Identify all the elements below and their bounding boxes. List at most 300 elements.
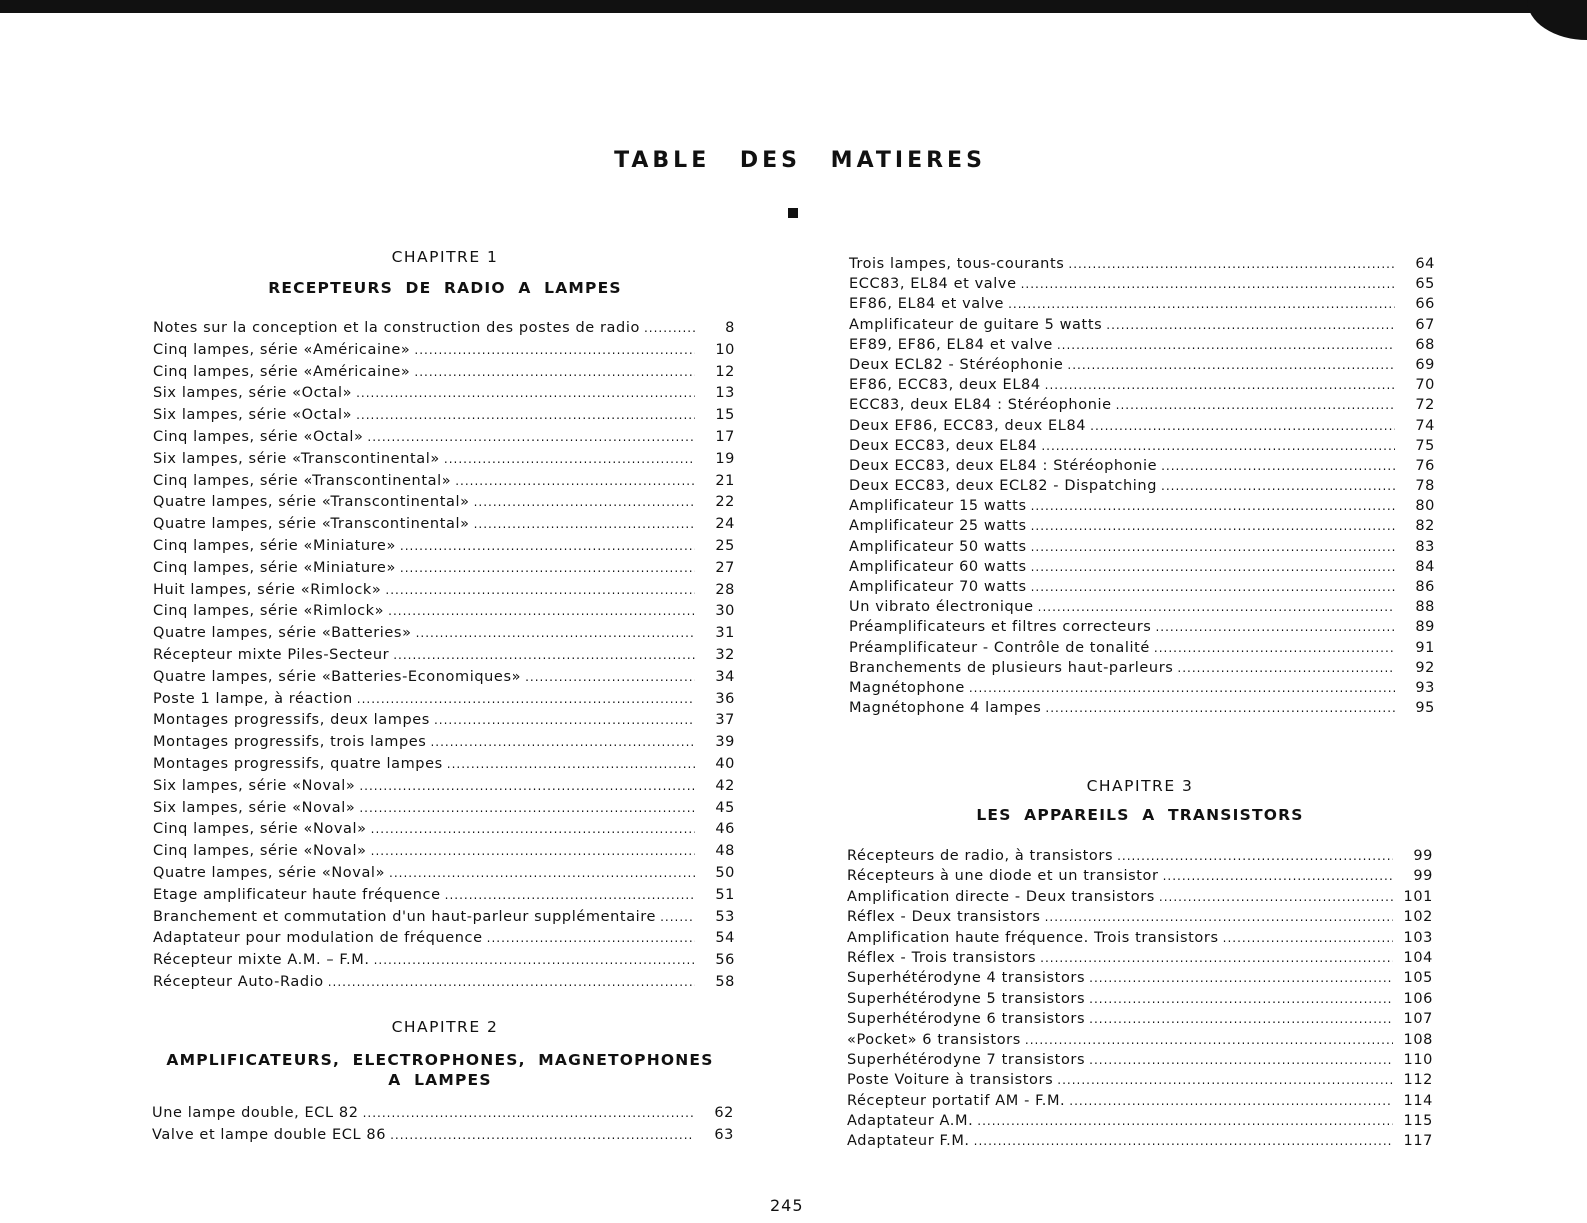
toc-entry: [849, 254, 1435, 274]
toc-entry-label: ECC83, EL84 et valve: [849, 276, 1017, 293]
toc-entry-page: 51: [715, 886, 735, 903]
toc-entry: [153, 471, 735, 493]
toc-leader-dots: [385, 580, 695, 594]
toc-entry-label: Branchement et commutation d'un haut-parleur supplémentaire: [153, 908, 657, 925]
toc-entry-page: 112: [1403, 1072, 1433, 1089]
toc-entry-page: 115: [1403, 1113, 1433, 1130]
toc-entry-label: Amplification haute fréquence. Trois transistors: [847, 929, 1219, 946]
toc-entry: [849, 617, 1435, 637]
toc-entry-page: 62: [714, 1105, 734, 1121]
toc-entry: [847, 1131, 1433, 1151]
toc-leader-dots: [1159, 887, 1393, 901]
toc-entry-label: «Pocket» 6 transistors: [847, 1031, 1021, 1048]
toc-entry: [153, 492, 735, 514]
toc-entry-page: 117: [1403, 1133, 1433, 1150]
toc-entry: [153, 950, 735, 972]
toc-entry-label: Huit lampes, série «Rimlock»: [153, 581, 382, 598]
chapter-2-title-line-2: A LAMPES: [388, 1071, 492, 1089]
toc-entry-label: EF86, ECC83, deux EL84: [849, 377, 1041, 394]
toc-entry-page: 19: [715, 450, 735, 467]
toc-entry: [849, 375, 1435, 395]
toc-entry-label: Récepteurs de radio, à transistors: [847, 848, 1114, 864]
toc-leader-dots: [1155, 617, 1395, 631]
toc-entry: [849, 395, 1435, 415]
toc-entry-label: Cinq lampes, série «Rimlock»: [153, 603, 385, 620]
toc-entry-label: Valve et lampe double ECL 86: [152, 1127, 387, 1143]
toc-leader-dots: [487, 928, 695, 942]
toc-entry: [849, 638, 1435, 658]
toc-entry: [849, 456, 1435, 476]
chapter-2-heading: CHAPITRE 2: [391, 1018, 499, 1036]
toc-entry: [153, 710, 735, 732]
toc-entry-page: 107: [1403, 1011, 1433, 1028]
toc-leader-dots: [445, 885, 695, 899]
toc-leader-dots: [1177, 658, 1395, 672]
toc-entry: [152, 1125, 734, 1147]
toc-entry: [847, 1030, 1433, 1050]
toc-leader-dots: [474, 492, 695, 506]
toc-entry-label: Cinq lampes, série «Noval»: [153, 821, 367, 838]
toc-entry: [153, 732, 735, 754]
toc-entry-page: 99: [1413, 848, 1433, 864]
toc-entry-label: Amplificateur 60 watts: [849, 558, 1027, 575]
toc-entry: [153, 427, 735, 449]
page-title: TABLE DES MATIERES: [614, 148, 986, 173]
toc-leader-dots: [363, 1103, 694, 1117]
toc-entry: [153, 689, 735, 711]
toc-leader-dots: [374, 950, 695, 964]
toc-entry-label: Amplificateur de guitare 5 watts: [849, 316, 1103, 333]
toc-leader-dots: [1068, 254, 1395, 268]
toc-entry: [849, 557, 1435, 577]
scan-corner-shadow: [1527, 0, 1587, 40]
toc-leader-dots: [356, 405, 695, 419]
toc-leader-dots: [359, 776, 695, 790]
toc-leader-dots: [1069, 1091, 1393, 1105]
toc-entry: [153, 580, 735, 602]
scan-top-border: [0, 0, 1587, 13]
toc-leader-dots: [359, 798, 695, 812]
toc-entry-label: Branchements de plusieurs haut-parleurs: [849, 659, 1174, 676]
toc-entry-label: Montages progressifs, trois lampes: [153, 734, 427, 751]
toc-entry: [847, 1070, 1433, 1090]
toc-entry: [153, 318, 735, 340]
toc-entry-label: Quatre lampes, série «Transcontinental»: [153, 494, 470, 511]
toc-entry-label: Magnétophone 4 lampes: [849, 700, 1042, 717]
toc-entry: [849, 597, 1435, 617]
toc-entry-page: 80: [1415, 498, 1435, 515]
toc-entry-label: Six lampes, série «Octal»: [153, 407, 353, 424]
toc-entry-label: Deux EF86, ECC83, deux EL84: [849, 417, 1087, 434]
toc-leader-dots: [388, 601, 695, 615]
toc-entry-page: 104: [1403, 949, 1433, 966]
toc-entry-label: Montages progressifs, deux lampes: [153, 712, 430, 729]
toc-leader-dots: [1089, 1009, 1393, 1023]
chapter-1-entries: [153, 318, 735, 994]
toc-entry-label: Six lampes, série «Noval»: [153, 777, 356, 794]
toc-leader-dots: [414, 340, 695, 354]
toc-leader-dots: [371, 841, 695, 855]
toc-entry-label: Poste 1 lampe, à réaction: [153, 690, 353, 707]
toc-entry-label: Montages progressifs, quatre lampes: [153, 755, 443, 772]
toc-entry-label: Deux ECL82 - Stéréophonie: [849, 356, 1064, 373]
toc-entry: [847, 846, 1433, 866]
toc-leader-dots: [969, 678, 1395, 692]
toc-leader-dots: [1090, 416, 1395, 430]
toc-entry: [153, 907, 735, 929]
toc-entry-label: Cinq lampes, série «Octal»: [153, 428, 364, 445]
toc-entry-page: 103: [1403, 929, 1433, 946]
toc-entry: [847, 887, 1433, 907]
toc-leader-dots: [434, 710, 695, 724]
toc-entry: [153, 972, 735, 994]
toc-entry: [153, 863, 735, 885]
chapter-2-title: [160, 1050, 720, 1090]
toc-entry-page: 110: [1403, 1051, 1433, 1068]
toc-leader-dots: [430, 732, 695, 746]
toc-entry-page: 10: [715, 341, 735, 358]
toc-entry-page: 48: [715, 843, 735, 860]
toc-leader-dots: [367, 427, 695, 441]
toc-entry: [153, 449, 735, 471]
toc-entry-page: 34: [715, 668, 735, 685]
toc-leader-dots: [371, 819, 695, 833]
toc-leader-dots: [660, 907, 695, 921]
toc-leader-dots: [416, 623, 695, 637]
toc-entry-label: Trois lampes, tous-courants: [849, 256, 1065, 272]
toc-entry-page: 37: [715, 712, 735, 729]
toc-entry-page: 84: [1415, 558, 1435, 575]
toc-entry: [153, 885, 735, 907]
toc-entry-page: 15: [715, 407, 735, 424]
toc-entry-page: 69: [1415, 356, 1435, 373]
toc-entry: [849, 416, 1435, 436]
toc-entry: [847, 989, 1433, 1009]
toc-entry-page: 45: [715, 799, 735, 816]
toc-entry: [153, 405, 735, 427]
toc-entry-label: Cinq lampes, série «Américaine»: [153, 363, 411, 380]
toc-entry-page: 12: [715, 363, 735, 380]
chapter-3-entries: [847, 846, 1433, 1152]
toc-entry-label: Récepteur mixte A.M. – F.M.: [153, 952, 370, 969]
toc-leader-dots: [328, 972, 695, 986]
toc-entry-page: 75: [1415, 437, 1435, 454]
toc-entry: [153, 798, 735, 820]
chapter-3-heading: CHAPITRE 3: [1086, 777, 1194, 795]
toc-entry-page: 72: [1415, 397, 1435, 414]
chapter-1-heading: CHAPITRE 1: [391, 248, 499, 266]
toc-entry-page: 28: [715, 581, 735, 598]
toc-entry-label: Six lampes, série «Octal»: [153, 385, 353, 402]
toc-leader-dots: [389, 863, 695, 877]
toc-leader-dots: [977, 1111, 1393, 1125]
toc-leader-dots: [356, 383, 695, 397]
toc-entry-label: Quatre lampes, série «Noval»: [153, 864, 386, 881]
toc-entry-page: 17: [715, 428, 735, 445]
toc-entry: [153, 558, 735, 580]
toc-entry-page: 65: [1415, 276, 1435, 293]
toc-leader-dots: [1040, 948, 1393, 962]
toc-entry-page: 8: [725, 320, 735, 336]
toc-leader-dots: [525, 667, 695, 681]
toc-leader-dots: [1031, 537, 1395, 551]
toc-leader-dots: [1031, 557, 1395, 571]
toc-entry-page: 50: [715, 864, 735, 881]
toc-entry: [153, 754, 735, 776]
toc-entry-page: 82: [1415, 518, 1435, 535]
toc-leader-dots: [1154, 638, 1395, 652]
toc-entry-label: Deux ECC83, deux ECL82 - Dispatching: [849, 478, 1158, 495]
toc-entry-page: 99: [1413, 868, 1433, 885]
toc-entry-page: 68: [1415, 336, 1435, 353]
toc-entry-label: Deux ECC83, deux EL84: [849, 437, 1038, 454]
toc-leader-dots: [1117, 846, 1393, 860]
toc-leader-dots: [447, 754, 695, 768]
toc-leader-dots: [357, 689, 695, 703]
toc-entry-label: Deux ECC83, deux EL84 : Stéréophonie: [849, 457, 1158, 474]
toc-entry-label: Cinq lampes, série «Noval»: [153, 843, 367, 860]
toc-entry-page: 91: [1415, 639, 1435, 656]
toc-entry-page: 25: [715, 537, 735, 554]
toc-entry-page: 108: [1403, 1031, 1433, 1048]
toc-entry-page: 31: [715, 625, 735, 642]
toc-entry-page: 67: [1415, 316, 1435, 333]
toc-entry-page: 74: [1415, 417, 1435, 434]
toc-entry: [153, 667, 735, 689]
toc-entry: [849, 698, 1435, 718]
toc-entry-label: Quatre lampes, série «Batteries-Economiques»: [153, 668, 522, 685]
toc-entry: [847, 968, 1433, 988]
toc-leader-dots: [400, 558, 695, 572]
toc-entry-page: 101: [1403, 888, 1433, 905]
chapter-3-title: LES APPAREILS A TRANSISTORS: [976, 806, 1304, 824]
toc-entry: [849, 315, 1435, 335]
toc-entry: [152, 1103, 734, 1125]
toc-leader-dots: [1161, 456, 1395, 470]
toc-entry: [849, 496, 1435, 516]
toc-entry-label: Poste Voiture à transistors: [847, 1072, 1054, 1089]
toc-leader-dots: [1057, 1070, 1393, 1084]
toc-leader-dots: [1021, 274, 1395, 288]
toc-entry-page: 92: [1415, 659, 1435, 676]
toc-entry: [847, 1050, 1433, 1070]
toc-entry-label: Récepteurs à une diode et un transistor: [847, 868, 1159, 885]
toc-entry-page: 83: [1415, 538, 1435, 555]
toc-entry: [153, 601, 735, 623]
toc-entry-label: EF86, EL84 et valve: [849, 296, 1005, 313]
toc-leader-dots: [444, 449, 695, 463]
toc-entry-label: Superhétérodyne 5 transistors: [847, 990, 1086, 1007]
toc-entry-label: Préamplificateurs et filtres correcteurs: [849, 619, 1152, 636]
toc-entry-page: 27: [715, 559, 735, 576]
toc-entry-page: 56: [715, 952, 735, 969]
chapter-1-title: RECEPTEURS DE RADIO A LAMPES: [268, 279, 622, 297]
toc-leader-dots: [400, 536, 695, 550]
toc-entry-label: Amplification directe - Deux transistors: [847, 888, 1155, 905]
chapter-2-entries-left: [152, 1103, 734, 1147]
toc-entry: [849, 537, 1435, 557]
toc-entry-label: Un vibrato électronique: [849, 599, 1034, 616]
toc-leader-dots: [414, 362, 695, 376]
toc-entry-page: 58: [715, 973, 735, 990]
toc-entry-page: 53: [715, 908, 735, 925]
toc-entry-page: 89: [1415, 619, 1435, 636]
toc-entry-page: 86: [1415, 579, 1435, 595]
toc-entry-page: 64: [1415, 256, 1435, 272]
toc-entry-label: Amplificateur 25 watts: [849, 518, 1027, 535]
toc-entry-page: 13: [715, 385, 735, 402]
toc-entry-label: Une lampe double, ECL 82: [152, 1105, 359, 1121]
toc-entry: [849, 577, 1435, 597]
toc-entry-page: 40: [715, 755, 735, 772]
toc-entry-label: Quatre lampes, série «Batteries»: [153, 625, 412, 642]
toc-entry: [153, 362, 735, 384]
toc-leader-dots: [1106, 315, 1395, 329]
toc-entry-label: ECC83, deux EL84 : Stéréophonie: [849, 397, 1112, 414]
toc-entry: [849, 516, 1435, 536]
toc-entry-page: 93: [1415, 679, 1435, 696]
toc-leader-dots: [455, 471, 695, 485]
toc-entry-label: Etage amplificateur haute fréquence: [153, 886, 441, 903]
toc-leader-dots: [1031, 577, 1395, 591]
toc-leader-dots: [1089, 968, 1393, 982]
toc-entry-label: Cinq lampes, série «Miniature»: [153, 559, 396, 576]
toc-entry: [849, 355, 1435, 375]
toc-entry-page: 106: [1403, 990, 1433, 1007]
toc-entry-label: Récepteur Auto-Radio: [153, 973, 324, 990]
toc-leader-dots: [1116, 395, 1395, 409]
toc-entry-page: 22: [715, 494, 735, 511]
toc-entry: [849, 335, 1435, 355]
toc-entry-page: 70: [1415, 377, 1435, 394]
toc-entry: [153, 514, 735, 536]
toc-entry: [153, 645, 735, 667]
toc-entry-label: Cinq lampes, série «Américaine»: [153, 341, 411, 358]
toc-entry-page: 63: [714, 1127, 734, 1143]
toc-entry-label: Amplificateur 15 watts: [849, 498, 1027, 515]
toc-entry-label: Superhétérodyne 7 transistors: [847, 1051, 1086, 1068]
toc-entry-label: Réflex - Trois transistors: [847, 949, 1037, 966]
toc-entry: [153, 623, 735, 645]
toc-entry-label: Magnétophone: [849, 679, 965, 696]
toc-entry-page: 46: [715, 821, 735, 838]
toc-entry-label: Adaptateur A.M.: [847, 1113, 974, 1130]
toc-entry-label: EF89, EF86, EL84 et valve: [849, 336, 1053, 353]
toc-leader-dots: [393, 645, 695, 659]
toc-entry: [847, 1009, 1433, 1029]
toc-entry-label: Adaptateur F.M.: [847, 1133, 970, 1150]
toc-entry-page: 66: [1415, 296, 1435, 313]
toc-entry-label: Amplificateur 50 watts: [849, 538, 1027, 555]
toc-entry: [153, 536, 735, 558]
toc-entry: [847, 928, 1433, 948]
toc-entry-label: Adaptateur pour modulation de fréquence: [153, 930, 483, 947]
title-square-ornament: [788, 208, 798, 218]
toc-entry-label: Notes sur la conception et la construction des postes de radio: [153, 320, 640, 336]
toc-entry-page: 105: [1403, 970, 1433, 987]
toc-entry: [847, 948, 1433, 968]
toc-entry-page: 114: [1403, 1092, 1433, 1109]
toc-entry-page: 88: [1415, 599, 1435, 616]
toc-leader-dots: [1057, 335, 1395, 349]
toc-entry: [849, 658, 1435, 678]
toc-entry-label: Six lampes, série «Noval»: [153, 799, 356, 816]
toc-entry-label: Cinq lampes, série «Transcontinental»: [153, 472, 452, 489]
toc-leader-dots: [644, 318, 695, 332]
toc-entry: [849, 436, 1435, 456]
toc-entry: [153, 819, 735, 841]
toc-leader-dots: [1045, 375, 1395, 389]
toc-leader-dots: [1038, 597, 1395, 611]
page-number: 245: [770, 1196, 804, 1215]
toc-entry: [849, 274, 1435, 294]
chapter-2-entries-right: [849, 254, 1435, 718]
toc-entry-page: 21: [715, 472, 735, 489]
toc-entry: [847, 1111, 1433, 1131]
toc-leader-dots: [1041, 436, 1395, 450]
toc-leader-dots: [1045, 698, 1395, 712]
toc-entry-label: Superhétérodyne 6 transistors: [847, 1011, 1086, 1028]
toc-leader-dots: [1163, 866, 1393, 880]
toc-entry: [849, 476, 1435, 496]
toc-entry-page: 30: [715, 603, 735, 620]
toc-entry-label: Quatre lampes, série «Transcontinental»: [153, 516, 470, 533]
toc-entry: [847, 866, 1433, 886]
toc-entry: [153, 928, 735, 950]
toc-entry-label: Superhétérodyne 4 transistors: [847, 970, 1086, 987]
toc-entry-page: 54: [715, 930, 735, 947]
toc-entry: [847, 1091, 1433, 1111]
toc-entry-page: 42: [715, 777, 735, 794]
toc-entry: [153, 776, 735, 798]
toc-leader-dots: [1223, 928, 1393, 942]
toc-entry-page: 76: [1415, 457, 1435, 474]
toc-entry-page: 78: [1415, 478, 1435, 495]
toc-entry-page: 39: [715, 734, 735, 751]
toc-leader-dots: [1045, 907, 1393, 921]
toc-entry: [153, 383, 735, 405]
toc-entry-label: Six lampes, série «Transcontinental»: [153, 450, 440, 467]
toc-entry-label: Réflex - Deux transistors: [847, 909, 1041, 926]
toc-entry: [153, 841, 735, 863]
toc-leader-dots: [974, 1131, 1393, 1145]
toc-leader-dots: [1089, 1050, 1393, 1064]
toc-entry-page: 32: [715, 646, 735, 663]
toc-entry-page: 24: [715, 516, 735, 533]
toc-entry-label: Préamplificateur - Contrôle de tonalité: [849, 639, 1150, 656]
toc-leader-dots: [1089, 989, 1393, 1003]
chapter-2-title-line-1: AMPLIFICATEURS, ELECTROPHONES, MAGNETOPHONES: [166, 1051, 714, 1069]
toc-leader-dots: [1161, 476, 1395, 490]
toc-entry: [153, 340, 735, 362]
toc-entry-page: 95: [1415, 700, 1435, 717]
toc-entry: [849, 678, 1435, 698]
toc-entry-page: 102: [1403, 909, 1433, 926]
toc-leader-dots: [1025, 1030, 1393, 1044]
toc-leader-dots: [390, 1125, 694, 1139]
toc-leader-dots: [474, 514, 695, 528]
toc-entry-label: Récepteur portatif AM - F.M.: [847, 1092, 1066, 1109]
toc-entry-label: Cinq lampes, série «Miniature»: [153, 537, 396, 554]
toc-leader-dots: [1031, 496, 1395, 510]
toc-entry-page: 36: [715, 690, 735, 707]
toc-entry: [847, 907, 1433, 927]
toc-leader-dots: [1067, 355, 1395, 369]
toc-entry-label: Récepteur mixte Piles-Secteur: [153, 646, 390, 663]
toc-leader-dots: [1008, 294, 1395, 308]
toc-entry-label: Amplificateur 70 watts: [849, 579, 1027, 595]
toc-leader-dots: [1031, 516, 1395, 530]
